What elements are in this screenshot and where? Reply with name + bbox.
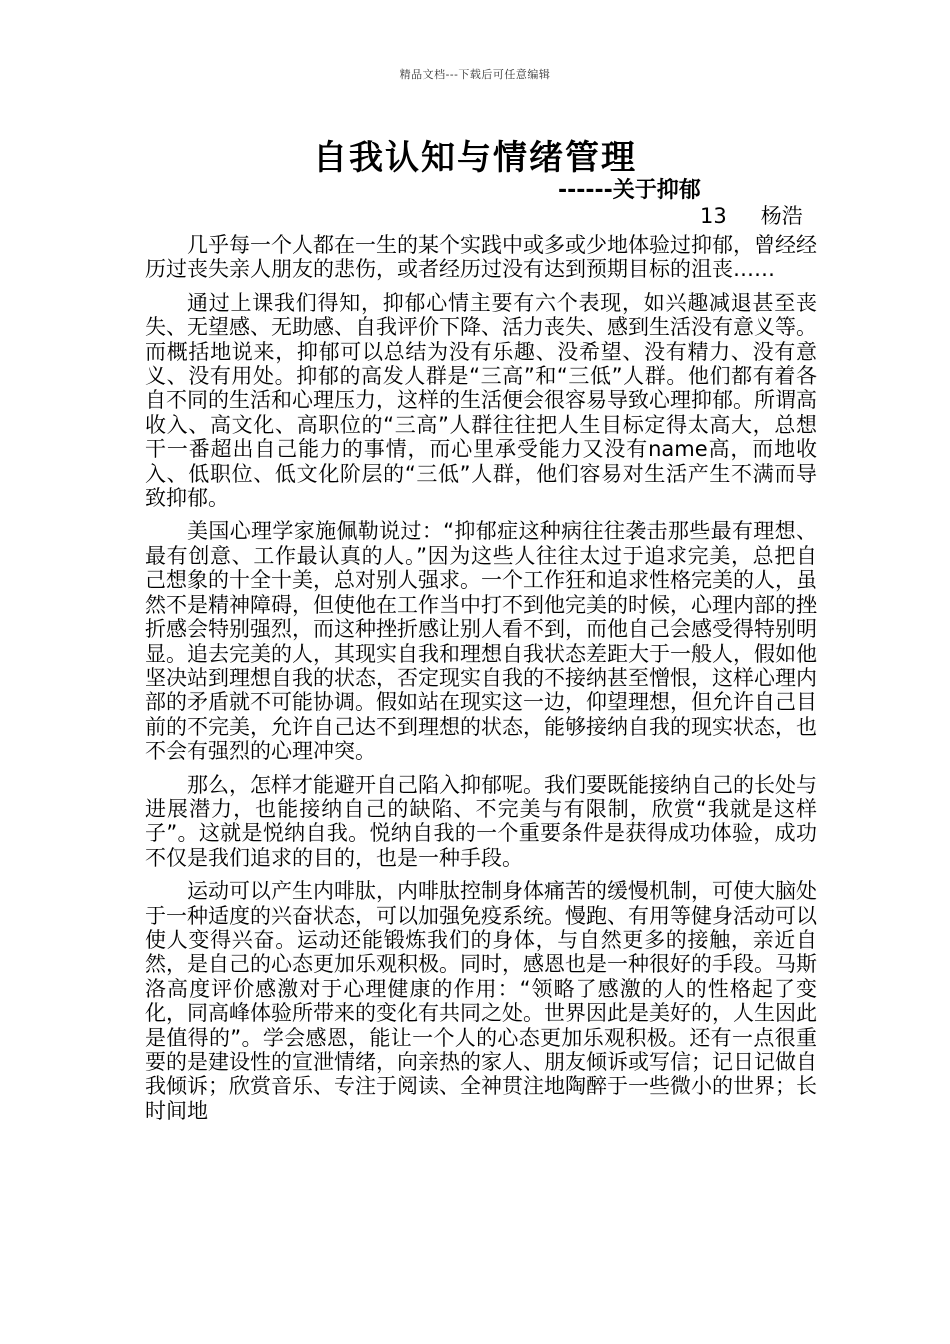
document-title: 自我认知与情绪管理 xyxy=(313,138,637,178)
header-note: 精品文档---下载后可任意编辑 xyxy=(399,68,551,81)
body-text xyxy=(145,233,817,1132)
document-subtitle: ------关于抑郁 xyxy=(558,178,701,203)
paragraph: 运动可以产生内啡肽，内啡肽控制身体痛苦的缓慢机制，可使大脑处于一种适度的兴奋状态，可以加强免疫系统。慢跑、有用等健身活动可以使人变得兴奋。运动还能锻炼我们的身体，与自然更多的接触，亲近自然，是自己的心态更加乐观积极。同时，感恩也是一种很好的手段。马斯洛高度评价感激对于心理健康的作用：“领略了感激的人的性格起了变化，同高峰体验所带来的变化有共同之处。世界因此是美好的，人生因此是值得的”。学会感恩，能让一个人的心态更加乐观积极。还有一点很重要的是建设性的宣泄情绪，向亲热的家人、朋友倾诉或写信；记日记做自我倾诉；欣赏音乐、专注于阅读、全神贯注地陶醉于一些微小的世界；长时间地 xyxy=(145,879,817,1123)
author-line xyxy=(700,200,803,230)
paragraph: 那么，怎样才能避开自己陷入抑郁呢。我们要既能接纳自己的长处与进展潜力，也能接纳自己的缺陷、不完美与有限制，欣赏“我就是这样子”。这就是悦纳自我。悦纳自我的一个重要条件是获得成功体验，成功不仅是我们追求的目的，也是一种手段。 xyxy=(145,772,817,870)
paragraph: 通过上课我们得知，抑郁心情主要有六个表现，如兴趣减退甚至丧失、无望感、无助感、自我评价下降、活力丧失、感到生活没有意义等。而概括地说来，抑郁可以总结为没有乐趣、没希望、没有精力、没有意义、没有用处。抑郁的高发人群是“三高”和“三低”人群。他们都有着各自不同的生活和心理压力，这样的生活便会很容易导致心理抑郁。所谓高收入、高文化、高职位的“三高”人群往往把人生目标定得太高大，总想干一番超出自己能力的事情，而心里承受能力又没有name高，而地收入、低职位、低文化阶层的“三低”人群，他们容易对生活产生不满而导致抑郁。 xyxy=(145,290,817,511)
paragraph: 美国心理学家施佩勒说过：“抑郁症这种病往往袭击那些最有理想、最有创意、工作最认真的人。”因为这些人往往太过于追求完美，总把自己想象的十全十美，总对别人强求。一个工作狂和追求性格完美的人，虽然不是精神障碍，但使他在工作当中打不到他完美的时候，心理内部的挫折感会特别强烈，而这种挫折感让别人看不到，而他自己会感受得特别明显。追去完美的人，其现实自我和理想自我状态差距大于一般人，假如他坚决站到理想自我的状态，否定现实自我的不接纳甚至憎恨，这样心理内部的矛盾就不可能协调。假如站在现实这一边，仰望理想，但允许自己目前的不完美，允许自己达不到理想的状态，能够接纳自我的现实状态，也不会有强烈的心理冲突。 xyxy=(145,519,817,764)
author-number: 13 xyxy=(700,204,727,228)
paragraph: 几乎每一个人都在一生的某个实践中或多或少地体验过抑郁，曾经经历过丧失亲人朋友的悲伤，或者经历过没有达到预期目标的沮丧…… xyxy=(145,233,817,282)
author-name: 杨浩 xyxy=(760,204,803,228)
